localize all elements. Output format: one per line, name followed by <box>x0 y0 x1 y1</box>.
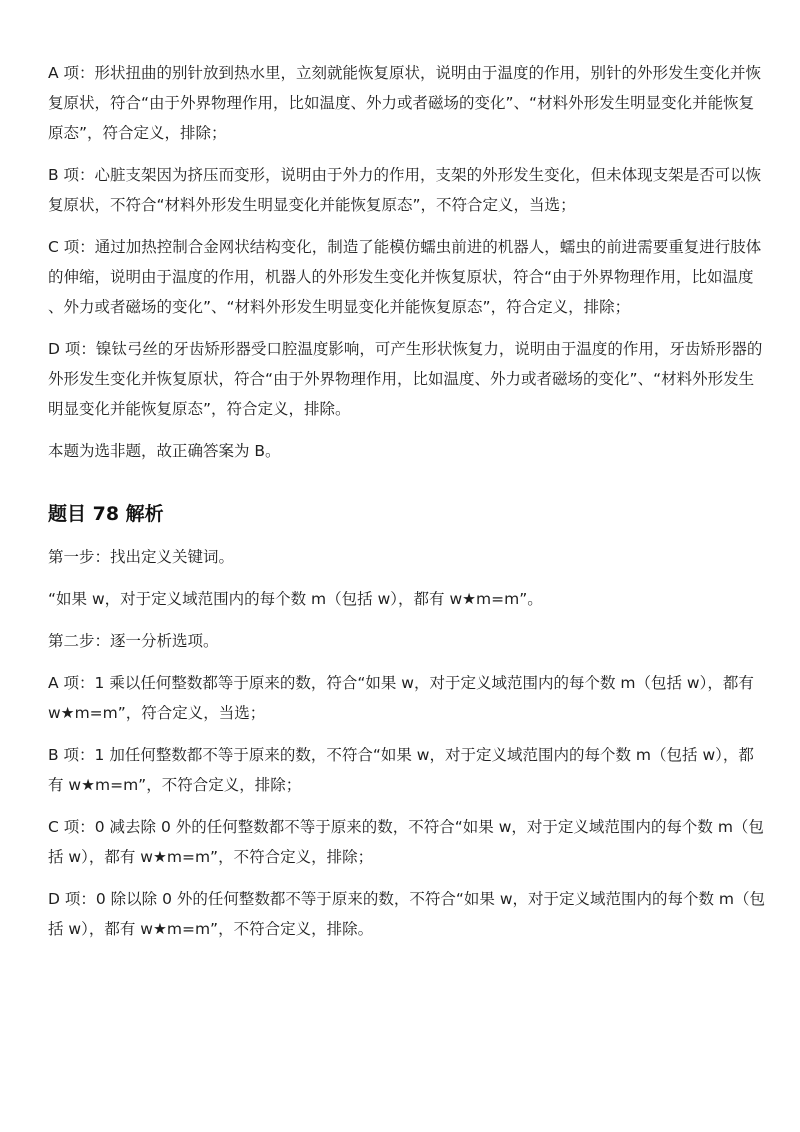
step-one: 第一步：找出定义关键词。 <box>48 548 235 566</box>
step-two: 第二步：逐一分析选项。 <box>48 632 219 650</box>
q78-option-d-analysis: D 项：0 除以除 0 外的任何整数都不等于原来的数，不符合“如果 w，对于定义域范围内的每个数 m（包括 w），都有 w★m=m”，不符合定义，排除。 <box>48 890 766 938</box>
option-a-analysis: A 项：形状扭曲的别针放到热水里，立刻就能恢复原状，说明由于温度的作用，别针的外形发生变化并恢复原状，符合“由于外界物理作用，比如温度、外力或者磁场的变化”、“材料外形发生明显变化并能恢复原态”，符合定义，排除； <box>48 64 762 142</box>
answer-conclusion: 本题为选非题，故正确答案为 B。 <box>48 442 281 460</box>
q78-option-a-analysis: A 项：1 乘以任何整数都等于原来的数，符合“如果 w，对于定义域范围内的每个数 m（包括 w），都有 w★m=m”，符合定义，当选； <box>48 674 754 722</box>
option-b-analysis: B 项：心脏支架因为挤压而变形，说明由于外力的作用，支架的外形发生变化，但未体现支架是否可以恢复原状，不符合“材料外形发生明显变化并能恢复原态”，不符合定义，当选； <box>48 166 762 214</box>
q78-option-c-analysis: C 项：0 减去除 0 外的任何整数都不等于原来的数，不符合“如果 w，对于定义域范围内的每个数 m（包括 w），都有 w★m=m”，不符合定义，排除； <box>48 818 764 866</box>
option-d-analysis: D 项：镍钛弓丝的牙齿矫形器受口腔温度影响，可产生形状恢复力，说明由于温度的作用，牙齿矫形器的外形发生变化并恢复原状，符合“由于外界物理作用，比如温度、外力或者磁场的变化”、“材料外形发生明显变化并能恢复原态”，符合定义，排除。 <box>48 340 763 418</box>
q78-option-b-analysis: B 项：1 加任何整数都不等于原来的数，不符合“如果 w，对于定义域范围内的每个数 m（包括 w），都有 w★m=m”，不符合定义，排除； <box>48 746 754 794</box>
section-title-78: 题目 78 解析 <box>48 503 164 525</box>
option-c-analysis: C 项：通过加热控制合金网状结构变化，制造了能模仿蠕虫前进的机器人，蠕虫的前进需要重复进行肢体的伸缩，说明由于温度的作用，机器人的外形发生变化并恢复原状，符合“由于外界物理作用，比如温度、外力或者磁场的变化”、“材料外形发生明显变化并能恢复原态”，符合定义，排除； <box>48 238 762 316</box>
definition-keyword: “如果 w，对于定义域范围内的每个数 m（包括 w），都有 w★m=m”。 <box>48 590 543 608</box>
